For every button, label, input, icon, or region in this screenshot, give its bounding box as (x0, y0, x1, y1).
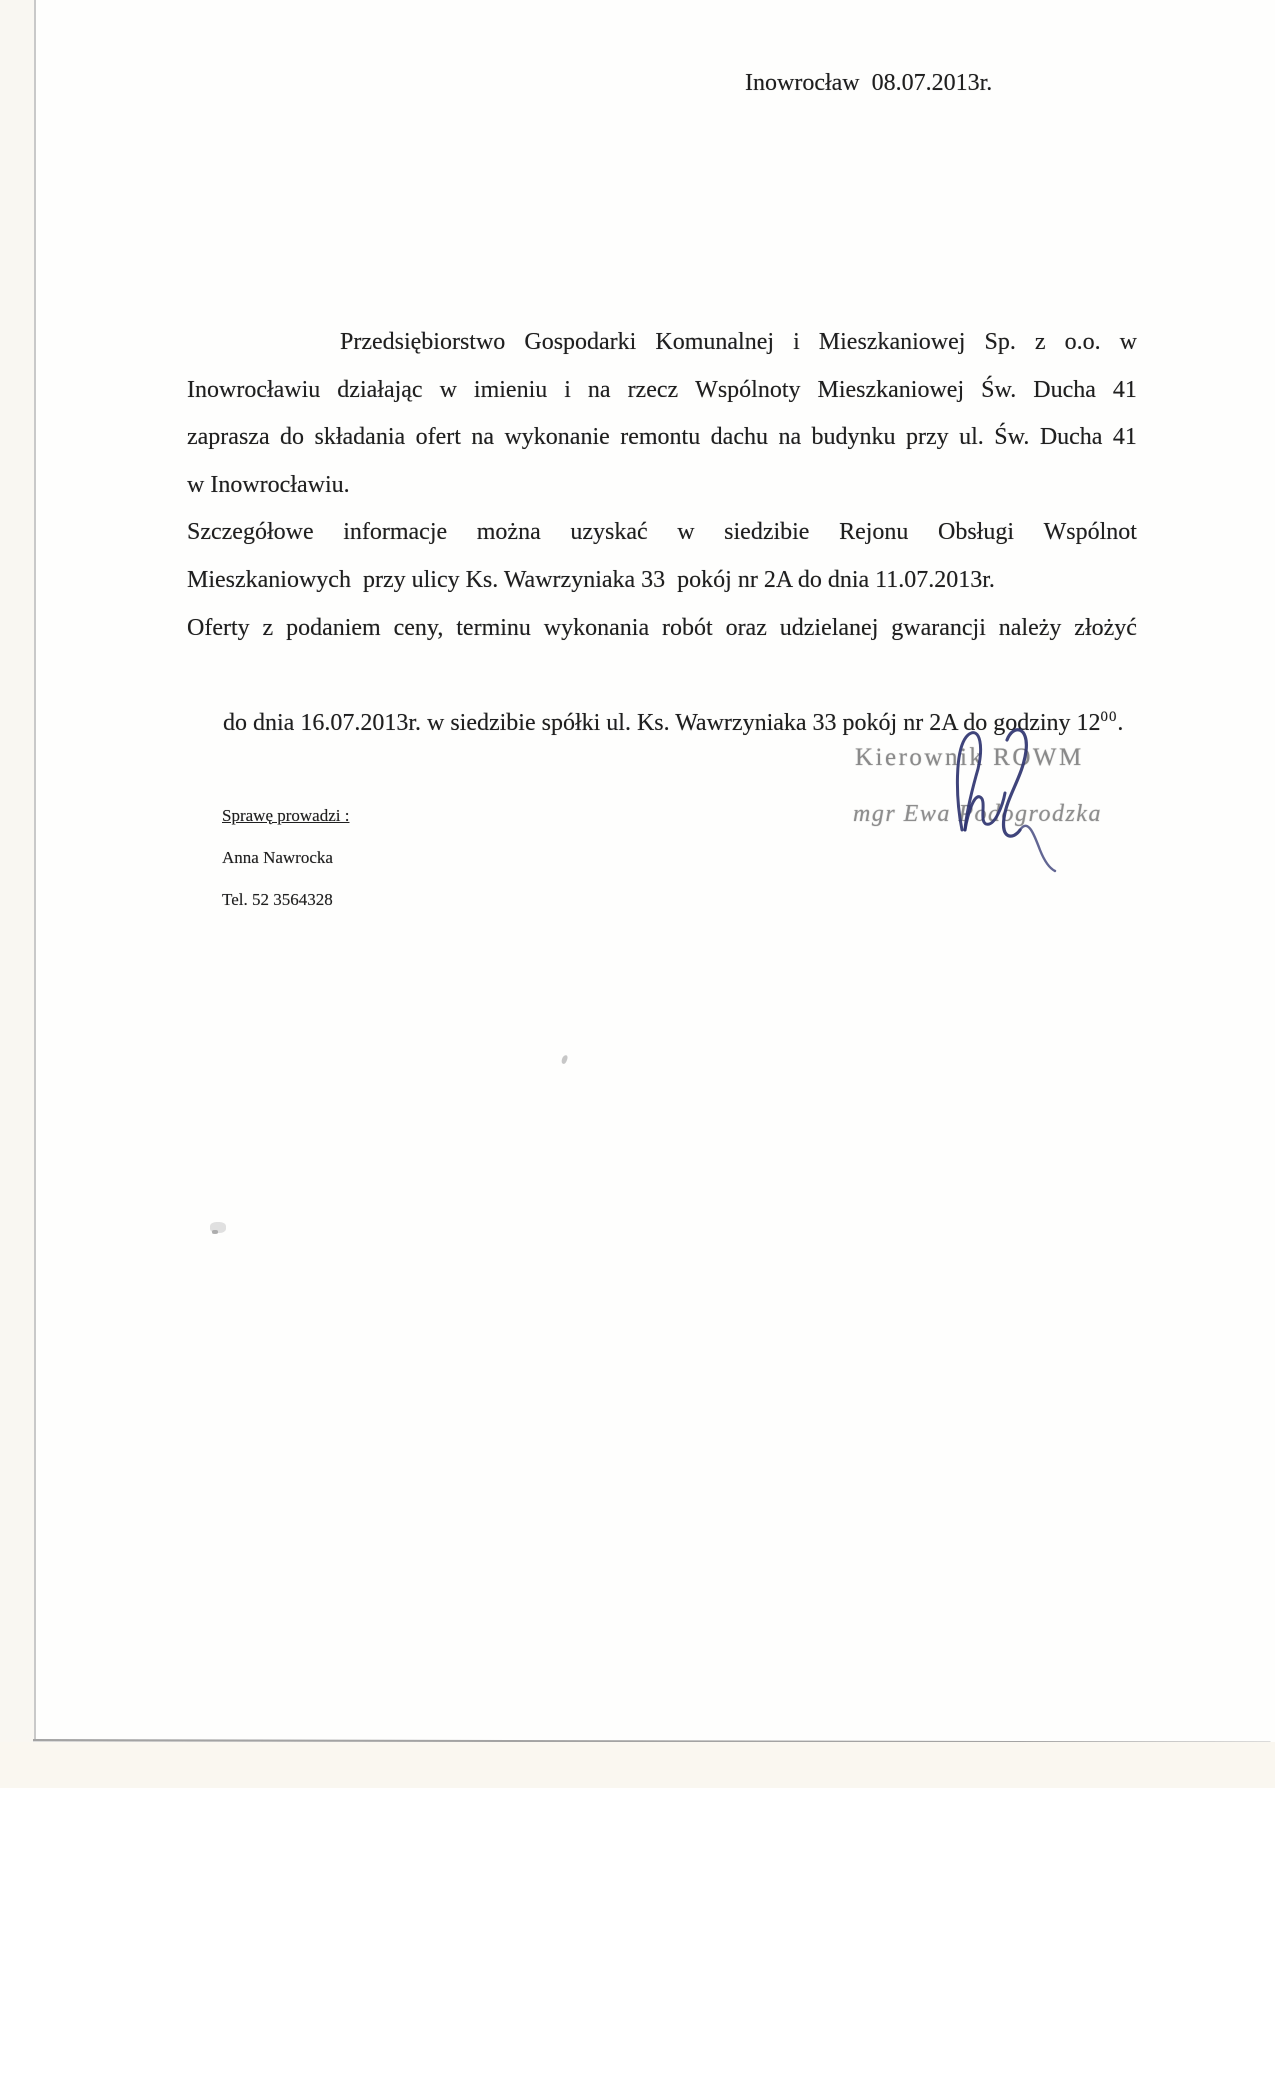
word: zaprasza (187, 424, 270, 451)
word: informacje (343, 519, 448, 546)
word: na (587, 376, 611, 403)
hour-superscript: 00 (1100, 708, 1118, 725)
contact-label: Sprawę prowadzi : (222, 806, 350, 825)
word: 41 (1112, 376, 1137, 403)
body-line-5 (187, 509, 1137, 557)
scan-left-margin (0, 0, 34, 1742)
body-paragraph (187, 319, 1137, 736)
word: Inowrocławiu (187, 376, 321, 403)
word: należy (998, 614, 1062, 641)
word: Ducha (1033, 376, 1096, 403)
word: w (439, 376, 457, 403)
word: Św. (994, 424, 1030, 451)
word: wykonanie (504, 424, 610, 451)
word: składania (314, 424, 406, 451)
contact-phone: Tel. 52 3564328 (222, 890, 333, 909)
date-line: Inowrocław 08.07.2013r. (745, 70, 993, 96)
body-line-8-period: . (1117, 709, 1124, 736)
word: Wspólnot (1043, 519, 1137, 546)
word: można (476, 519, 541, 546)
word: Wspólnoty (695, 376, 801, 403)
word: przy (906, 424, 949, 451)
stamp-title: Kierownik ROWM (855, 744, 1084, 771)
word: na (471, 424, 495, 451)
page-edge-left-line (34, 0, 36, 1741)
word: dachu (710, 424, 768, 451)
word: 41 (1112, 424, 1137, 451)
word: z (262, 614, 274, 641)
body-line-6: Mieszkaniowych przy ulicy Ks. Wawrzyniaka 33 pokój nr 2A do dnia 11.07.2013r. (187, 566, 995, 593)
word: działając (337, 376, 423, 403)
stamp-name: mgr Ewa Podogrodzka (853, 801, 1102, 827)
word: Przedsiębiorstwo (340, 329, 506, 355)
word: ceny, (393, 614, 444, 641)
word: oraz (725, 614, 767, 641)
word: na (778, 424, 802, 451)
word: Obsługi (937, 519, 1014, 546)
word: Oferty (187, 614, 250, 641)
body-line-7 (187, 605, 1137, 653)
word: uzyskać (570, 519, 648, 546)
word: budynku (811, 424, 896, 451)
word: i (793, 329, 800, 355)
word: i (564, 376, 571, 403)
word: złożyć (1074, 614, 1137, 641)
word: rzecz (627, 376, 679, 403)
word: w (1119, 329, 1137, 355)
word: Gospodarki (524, 329, 637, 355)
word: do (280, 424, 305, 451)
word: podaniem (286, 614, 381, 641)
body-line-1 (187, 319, 1137, 367)
scan-bottom-shadow (0, 1742, 1275, 1788)
word: imieniu (473, 376, 548, 403)
contact-name: Anna Nawrocka (222, 848, 333, 867)
word: Szczegółowe (187, 519, 314, 546)
word: Sp. (984, 329, 1016, 355)
word: siedzibie (724, 519, 810, 546)
word: ofert (415, 424, 461, 451)
body-line-8-text: do dnia 16.07.2013r. w siedzibie spółki ul. Ks. Wawrzyniaka 33 pokój nr 2A do godziny 12 (223, 709, 1101, 736)
word: w (677, 519, 695, 546)
word: o.o. (1064, 329, 1101, 355)
word: gwarancji (891, 614, 986, 641)
body-line-8 (187, 652, 1137, 736)
word: terminu (456, 614, 531, 641)
word: z (1034, 329, 1046, 355)
contact-block (222, 806, 349, 932)
word: wykonania (543, 614, 650, 641)
handwritten-signature-ink (910, 718, 1070, 880)
word: udzielanej (779, 614, 879, 641)
word: remontu (620, 424, 701, 451)
body-line-4: w Inowrocławiu. (187, 471, 350, 498)
body-line-3 (187, 414, 1137, 462)
word: robót (662, 614, 713, 641)
word: Komunalnej (655, 329, 775, 355)
word: Rejonu (839, 519, 909, 546)
word: Św. (981, 376, 1017, 403)
word: Mieszkaniowej (817, 376, 965, 403)
word: Mieszkaniowej (818, 329, 966, 355)
scan-speck (212, 1230, 218, 1234)
body-line-2 (187, 367, 1137, 415)
word: ul. (959, 424, 984, 451)
word: Ducha (1039, 424, 1103, 451)
